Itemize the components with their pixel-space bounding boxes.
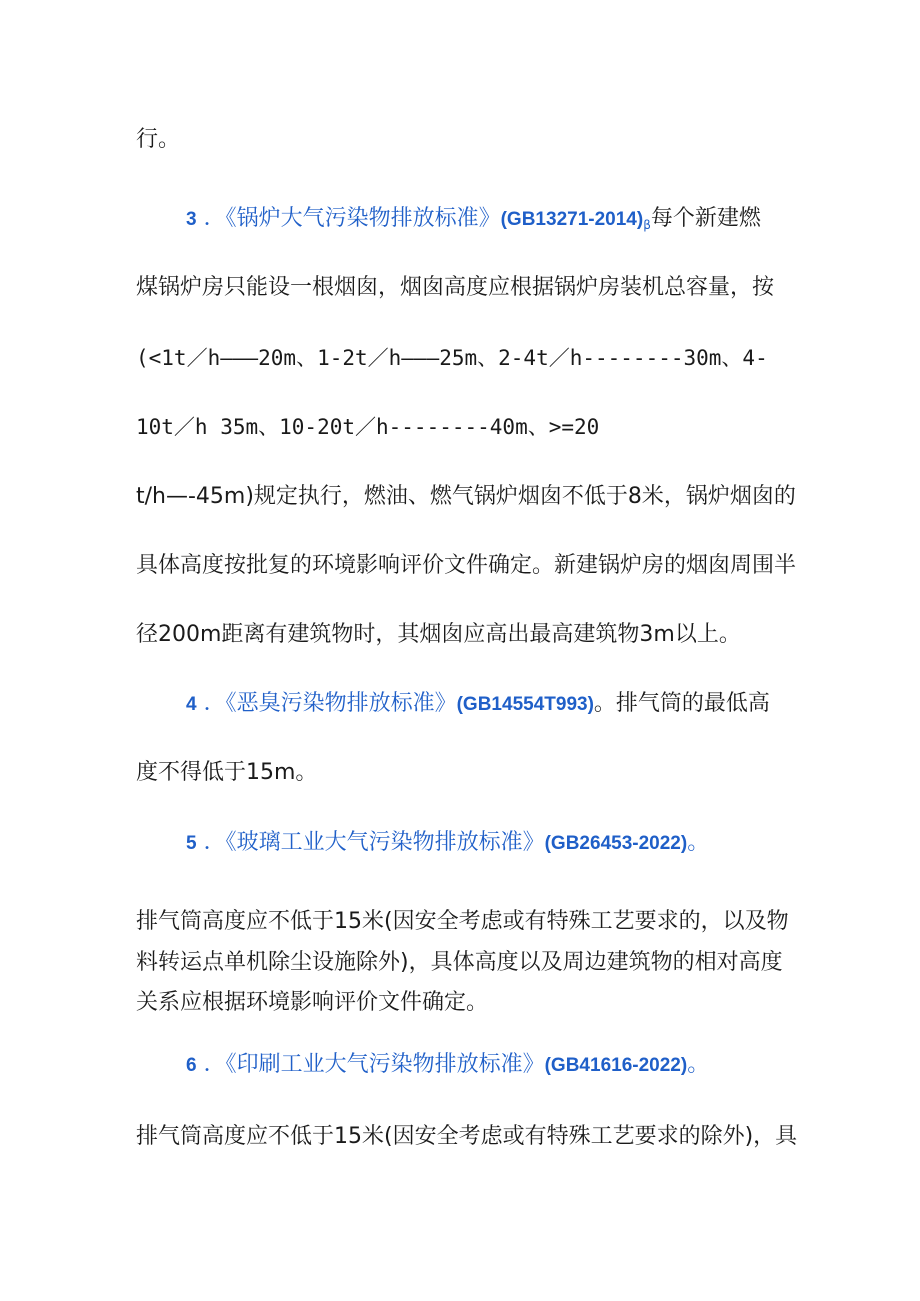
item-6-title: 《印刷工业大气污染物排放标准》 — [225, 1052, 545, 1077]
item-5-separator: ． — [203, 830, 226, 855]
item-3-number: 3 — [186, 209, 197, 230]
item-6-line-2: 排气筒高度应不低于15米(因安全考虑或有特殊工艺要求的除外)，具 — [136, 1124, 798, 1149]
item-5-line-2: 排气筒高度应不低于15米(因安全考虑或有特殊工艺要求的，以及物 — [136, 909, 789, 934]
item-6-end: 。 — [687, 1052, 710, 1077]
item-3-lead-text: 每个新建燃 — [650, 206, 761, 231]
item-3-line-3: (<1t／h———20m、1-2t／h———25m、2-4t／h--------30m、4- — [136, 346, 768, 370]
item-3-line-5: t/h—-45m)规定执行，燃油、燃气锅炉烟囱不低于8米，锅炉烟囱的 — [136, 484, 796, 509]
item-5-code: (GB26453-2022) — [544, 833, 688, 854]
item-4-lead-text: 。排气筒的最低高 — [593, 691, 770, 716]
item-3-separator: ． — [203, 206, 226, 231]
item-5-title: 《玻璃工业大气污染物排放标准》 — [225, 830, 545, 855]
item-5-end: 。 — [687, 830, 710, 855]
item-3-heading — [186, 204, 761, 240]
intro-tail-text: 行。 — [136, 127, 181, 152]
item-4-line-2: 度不得低于15m。 — [136, 760, 318, 785]
item-6-separator: ． — [203, 1052, 226, 1077]
item-3-code: (GB13271-2014) — [500, 209, 644, 230]
item-3-line-4: 10t／h 35m、10-20t／h--------40m、>=20 — [136, 415, 600, 439]
item-3-line-2: 煤锅炉房只能设一根烟囱，烟囱高度应根据锅炉房装机总容量，按 — [136, 275, 775, 300]
item-5-number: 5 — [186, 833, 197, 854]
item-6-number: 6 — [186, 1055, 197, 1076]
item-5-line-4: 关系应根据环境影响评价文件确定。 — [136, 990, 489, 1015]
item-5-heading — [186, 828, 709, 859]
item-4-title: 《恶臭污染物排放标准》 — [225, 691, 457, 716]
item-6-code: (GB41616-2022) — [544, 1055, 688, 1076]
item-3-title: 《锅炉大气污染物排放标准》 — [225, 206, 501, 231]
item-3-line-6: 具体高度按批复的环境影响评价文件确定。新建锅炉房的烟囱周围半 — [136, 553, 797, 578]
item-6-heading — [186, 1050, 709, 1081]
item-5-line-3: 料转运点单机除尘设施除外)，具体高度以及周边建筑物的相对高度 — [136, 950, 783, 975]
item-4-number: 4 — [186, 694, 197, 715]
item-4-heading — [186, 689, 770, 720]
item-3-subscript: β — [643, 218, 651, 232]
item-3-line-7: 径200m距离有建筑物时，其烟囱应高出最高建筑物3m以上。 — [136, 622, 741, 647]
item-4-code: (GB14554T993) — [456, 694, 594, 715]
item-4-separator: ． — [203, 691, 226, 716]
